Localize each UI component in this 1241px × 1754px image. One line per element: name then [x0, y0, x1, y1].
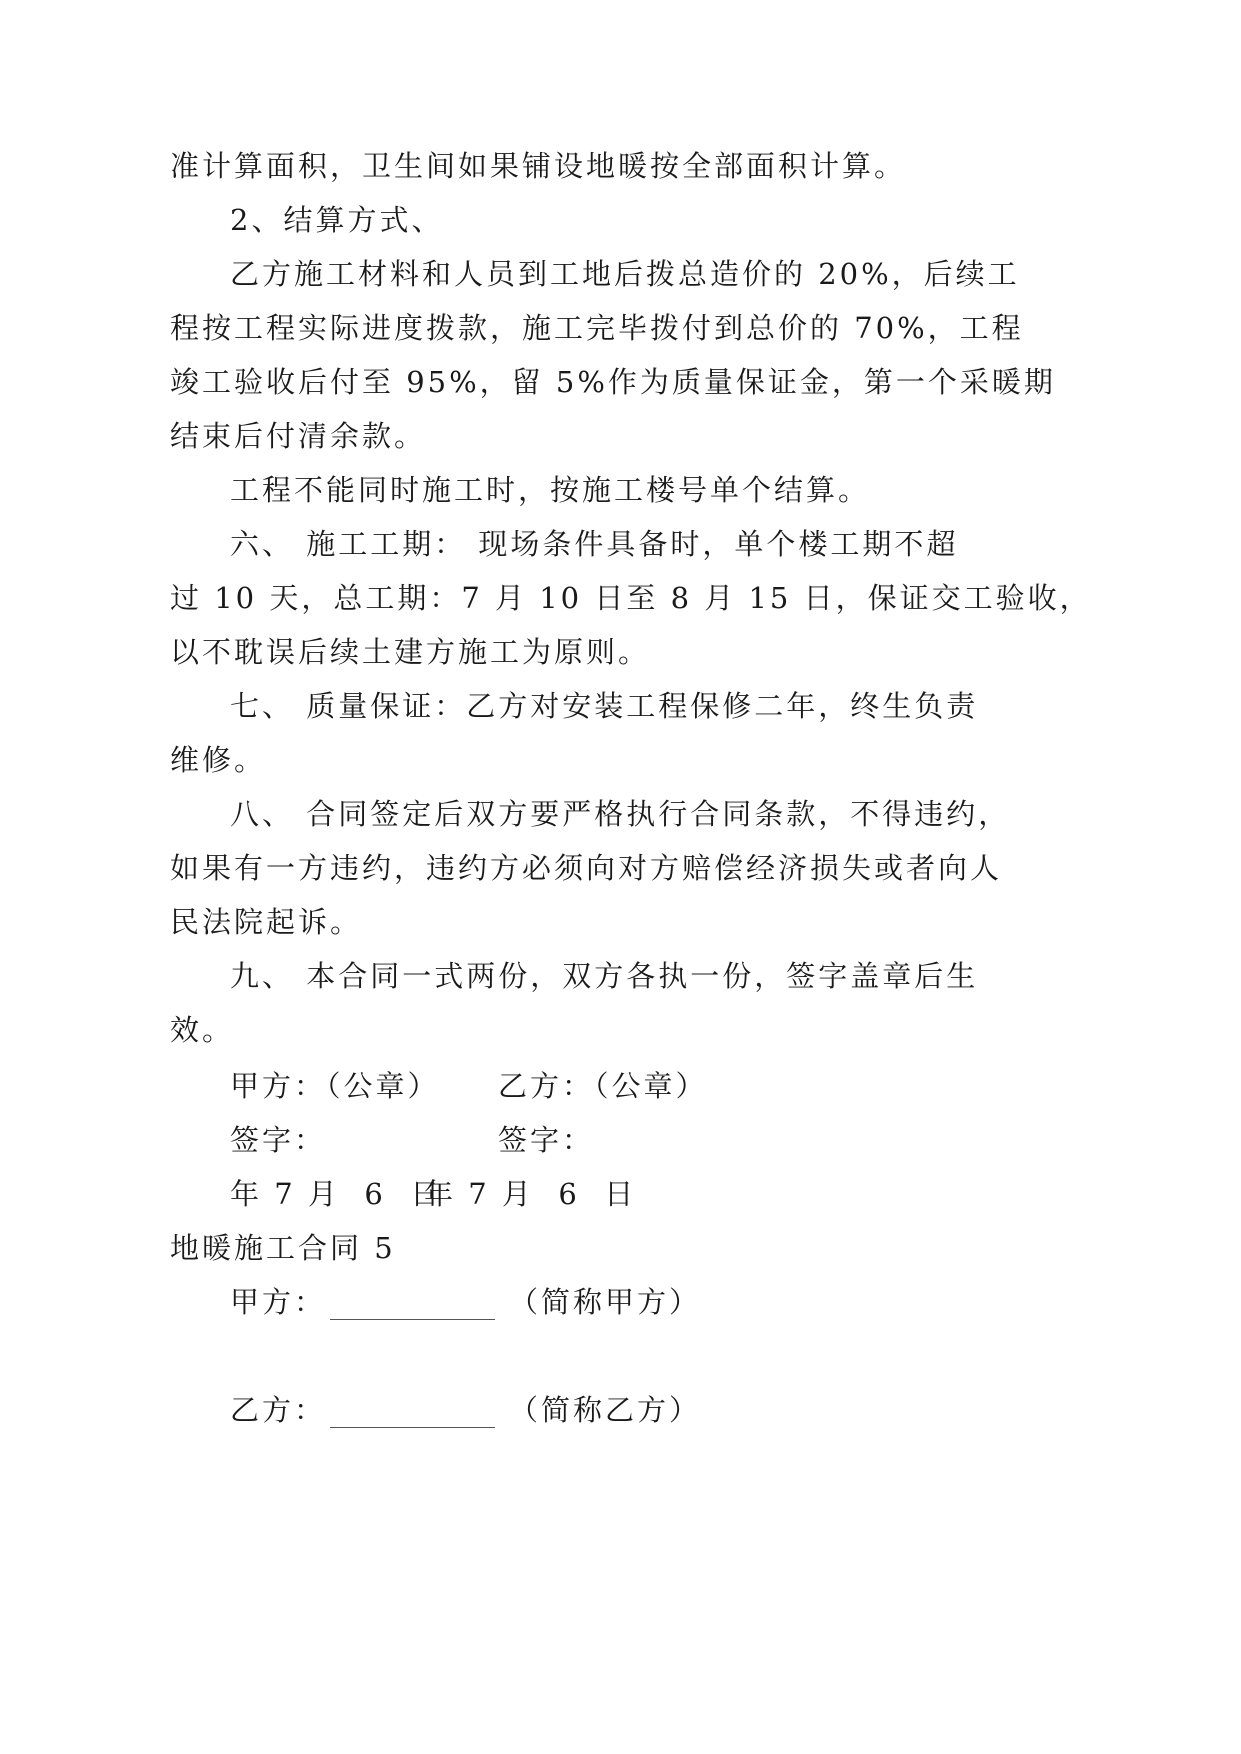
paragraph-line: 以不耽误后续土建方施工为原则。: [170, 635, 651, 669]
party-b-blank: [330, 1397, 495, 1428]
paragraph-line: 竣工验收后付至 95%，留 5%作为质量保证金，第一个采暖期: [170, 365, 1056, 399]
party-a-date: 年 7 月 6 日: [230, 1177, 443, 1211]
party-b-label: 乙方：: [230, 1393, 327, 1427]
party-b-seal: 乙方：（公章）: [498, 1069, 708, 1103]
paragraph-line: 过 10 天，总工期：7 月 10 日至 8 月 15 日，保证交工验收，: [170, 581, 1092, 615]
paragraph-line: 效。: [170, 1013, 235, 1047]
party-a-seal: 甲方：（公章）: [230, 1069, 440, 1103]
paragraph-line: 程按工程实际进度拨款，施工完毕拨付到总价的 70%，工程: [170, 311, 1024, 345]
party-b-date: 年 7 月 6 日: [424, 1177, 637, 1211]
clause-six-line: 六、 施工工期： 现场条件具备时，单个楼工期不超: [230, 527, 959, 561]
paragraph-line: 如果有一方违约，违约方必须向对方赔偿经济损失或者向人: [170, 851, 1003, 885]
party-a-blank: [330, 1289, 495, 1320]
paragraph-line: 乙方施工材料和人员到工地后拨总造价的 20%，后续工: [230, 257, 1020, 291]
section-heading-settlement: 2、结算方式、: [230, 203, 444, 237]
clause-nine-line: 九、 本合同一式两份，双方各执一份，签字盖章后生: [230, 959, 979, 993]
party-b-suffix: （简称乙方）: [509, 1393, 702, 1427]
party-b-line: [230, 1392, 701, 1428]
party-a-label: 甲方：: [230, 1285, 327, 1319]
party-a-suffix: （简称甲方）: [509, 1285, 702, 1319]
clause-eight-line: 八、 合同签定后双方要严格执行合同条款，不得违约，: [230, 797, 1011, 831]
paragraph-line: 准计算面积，卫生间如果铺设地暖按全部面积计算。: [170, 149, 907, 183]
paragraph-line: 维修。: [170, 743, 267, 777]
paragraph-line: 结束后付清余款。: [170, 419, 427, 453]
paragraph-line: 工程不能同时施工时，按施工楼号单个结算。: [230, 473, 871, 507]
party-a-line: [230, 1284, 701, 1320]
party-b-signature: 签字：: [498, 1123, 595, 1157]
clause-seven-line: 七、 质量保证：乙方对安装工程保修二年，终生负责: [230, 689, 979, 723]
section-title: 地暖施工合同 5: [170, 1231, 396, 1265]
party-a-signature: 签字：: [230, 1123, 327, 1157]
paragraph-line: 民法院起诉。: [170, 905, 363, 939]
